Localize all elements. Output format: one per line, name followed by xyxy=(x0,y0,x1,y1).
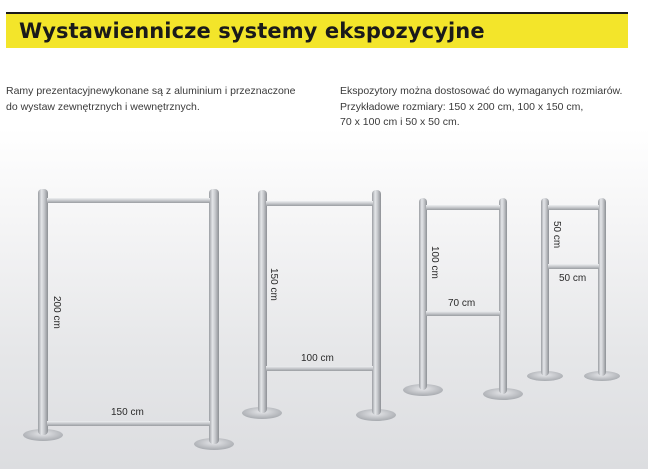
frame-top-bar xyxy=(266,201,373,206)
frame-pole xyxy=(541,198,549,376)
frame-pole xyxy=(499,198,507,394)
frame-pole xyxy=(38,189,48,435)
frame-bottom-bar xyxy=(548,264,599,269)
frames-illustration xyxy=(0,128,648,469)
intro-right-line: 70 x 100 cm i 50 x 50 cm. xyxy=(340,116,460,128)
width-label: 70 cm xyxy=(448,298,476,309)
frame-pole xyxy=(209,189,219,444)
frame-100x150 xyxy=(242,190,396,421)
frame-50x50 xyxy=(527,198,620,381)
frame-bottom-bar xyxy=(47,421,210,426)
frame-pole xyxy=(372,190,381,415)
frame-bottom-bar xyxy=(266,366,373,371)
frame-top-bar xyxy=(426,205,500,210)
height-label: 100 cm xyxy=(429,246,440,279)
height-label: 150 cm xyxy=(268,268,279,301)
intro-right xyxy=(340,84,622,131)
frame-top-bar xyxy=(47,198,210,203)
intro-left-line: Ramy prezentacyjnewykonane są z aluminium i przeznaczone xyxy=(6,85,296,97)
frame-bottom-bar xyxy=(426,311,500,316)
frame-pole xyxy=(258,190,267,413)
frame-pole xyxy=(419,198,427,390)
intro-right-line: Ekspozytory można dostosować do wymaganych rozmiarów. xyxy=(340,85,623,97)
intro-left xyxy=(6,84,295,115)
title-bar xyxy=(6,14,628,48)
height-label: 200 cm xyxy=(51,296,62,329)
height-label: 50 cm xyxy=(551,221,562,249)
width-label: 100 cm xyxy=(301,353,334,364)
intro-left-line: do wystaw zewnętrznych i wewnętrznych. xyxy=(6,100,200,113)
frame-pole xyxy=(598,198,606,376)
width-label: 150 cm xyxy=(111,407,144,418)
page-title: Wystawiennicze systemy ekspozycyjne xyxy=(19,19,485,43)
frame-150x200 xyxy=(23,189,234,450)
product-photo xyxy=(0,128,648,469)
intro-right-line: Przykładowe rozmiary: 150 x 200 cm, 100 x 150 cm, xyxy=(340,100,584,113)
frame-top-bar xyxy=(548,205,599,210)
frame-70x100 xyxy=(403,198,523,400)
width-label: 50 cm xyxy=(559,273,587,284)
